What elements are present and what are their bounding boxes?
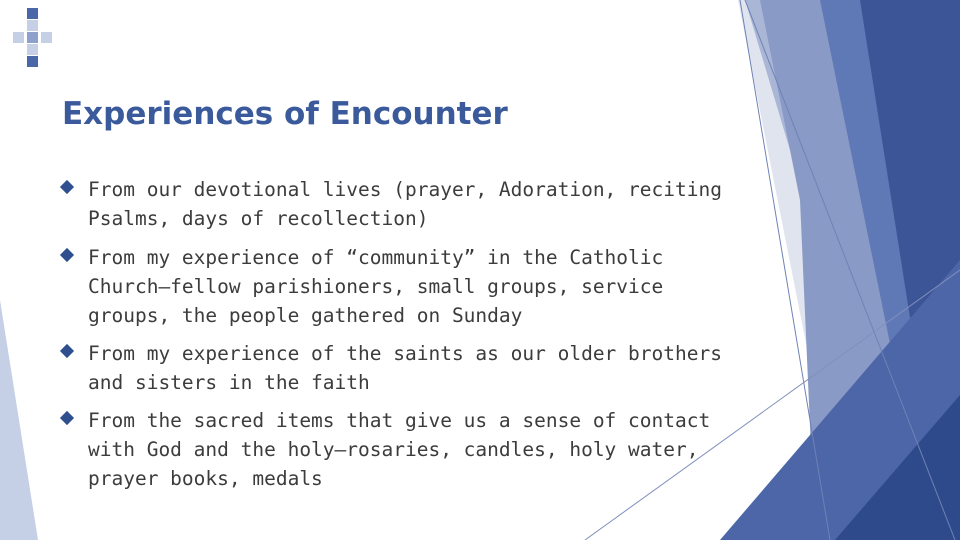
bullet-text: From my experience of “community” in the Catholic Church—fellow parishioners, small groups, service groups, the people gathered on Sunday [88, 246, 664, 327]
cross-icon [8, 6, 58, 68]
bullet-text: From my experience of the saints as our older brothers and sisters in the faith [88, 342, 722, 394]
bullet-text: From the sacred items that give us a sense of contact with God and the holy—rosaries, candles, holy water, prayer books, medals [88, 409, 711, 490]
bullet-text: From our devotional lives (prayer, Adoration, reciting Psalms, days of recollection) [88, 178, 722, 230]
slide-title: Experiences of Encounter [62, 96, 508, 132]
decor-left-strip [0, 300, 38, 540]
